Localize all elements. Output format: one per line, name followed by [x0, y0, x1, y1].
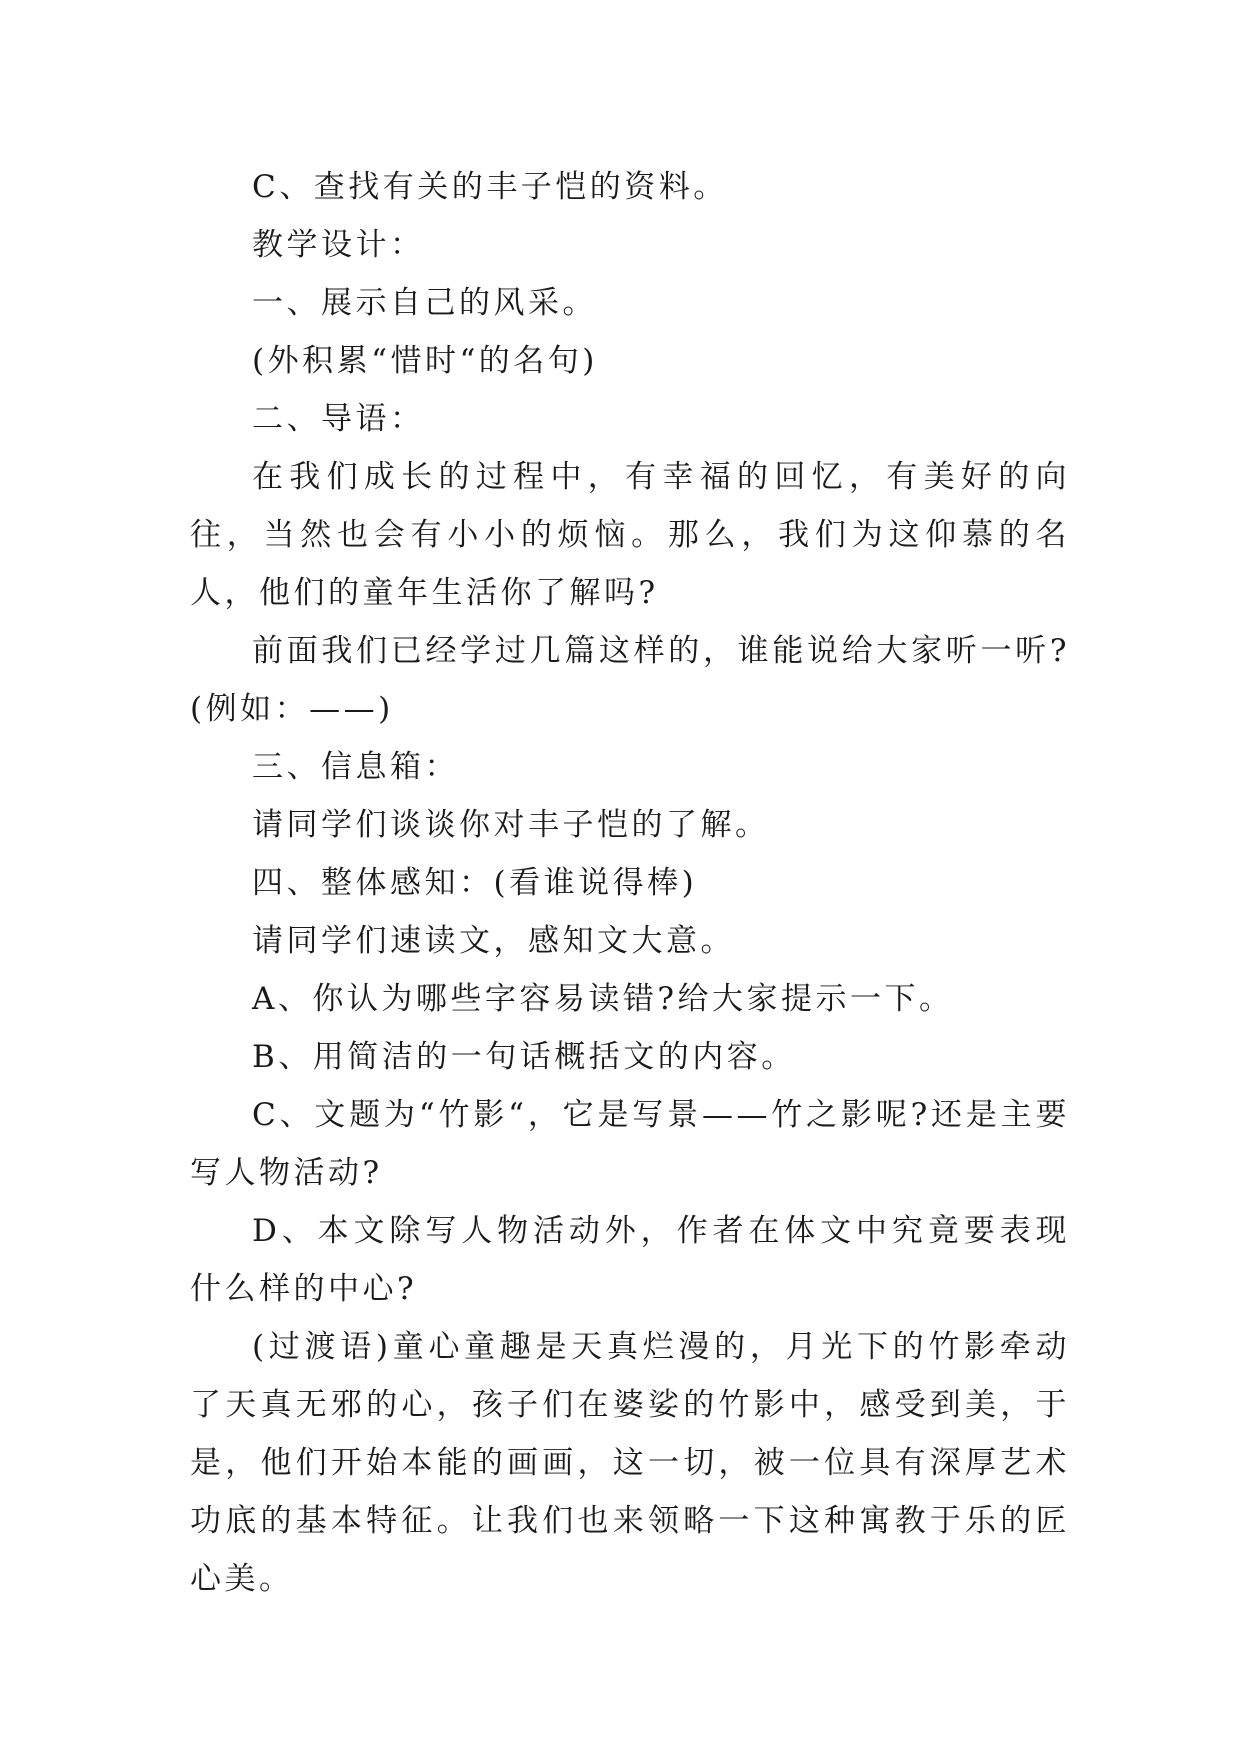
paragraph-section-4-heading: 四、整体感知：(看谁说得棒)	[252, 865, 698, 901]
paragraph-question-c: C、文题为“竹影“，它是写景——竹之影呢?还是主要写人物活动?	[190, 1097, 1070, 1191]
paragraph-review-text: 前面我们已经学过几篇这样的，谁能说给大家听一听?(例如：——)	[190, 633, 1070, 727]
paragraph-section-2-heading: 二、导语：	[252, 401, 425, 437]
paragraph-section-4-text: 请同学们速读文，感知文大意。	[252, 923, 735, 959]
paragraph-section-1-heading: 一、展示自己的风采。	[252, 285, 597, 321]
paragraph-section-3-heading: 三、信息箱：	[252, 749, 459, 785]
document-body	[190, 158, 1070, 1608]
paragraph-intro-text: 在我们成长的过程中，有幸福的回忆，有美好的向往，当然也会有小小的烦恼。那么，我们为这仰慕的名人，他们的童年生活你了解吗?	[190, 459, 1070, 611]
paragraph-section-3-text: 请同学们谈谈你对丰子恺的了解。	[252, 807, 770, 843]
paragraph-material-c: C、查找有关的丰子恺的资料。	[252, 169, 728, 205]
paragraph-transition-text: (过渡语)童心童趣是天真烂漫的，月光下的竹影牵动了天真无邪的心，孩子们在婆娑的竹影中，感受到美，于是，他们开始本能的画画，这一切，被一位具有深厚艺术功底的基本特征。让我们也来领略一下这种寓教于乐的匠心美。	[190, 1329, 1070, 1597]
paragraph-question-d: D、本文除写人物活动外，作者在体文中究竟要表现什么样的中心?	[190, 1213, 1070, 1307]
paragraph-teaching-design-heading: 教学设计：	[252, 227, 425, 263]
paragraph-question-b: B、用简洁的一句话概括文的内容。	[252, 1039, 796, 1075]
paragraph-section-1-note: (外积累“惜时“的名句)	[252, 343, 598, 379]
paragraph-question-a: A、你认为哪些字容易读错?给大家提示一下。	[252, 981, 954, 1017]
